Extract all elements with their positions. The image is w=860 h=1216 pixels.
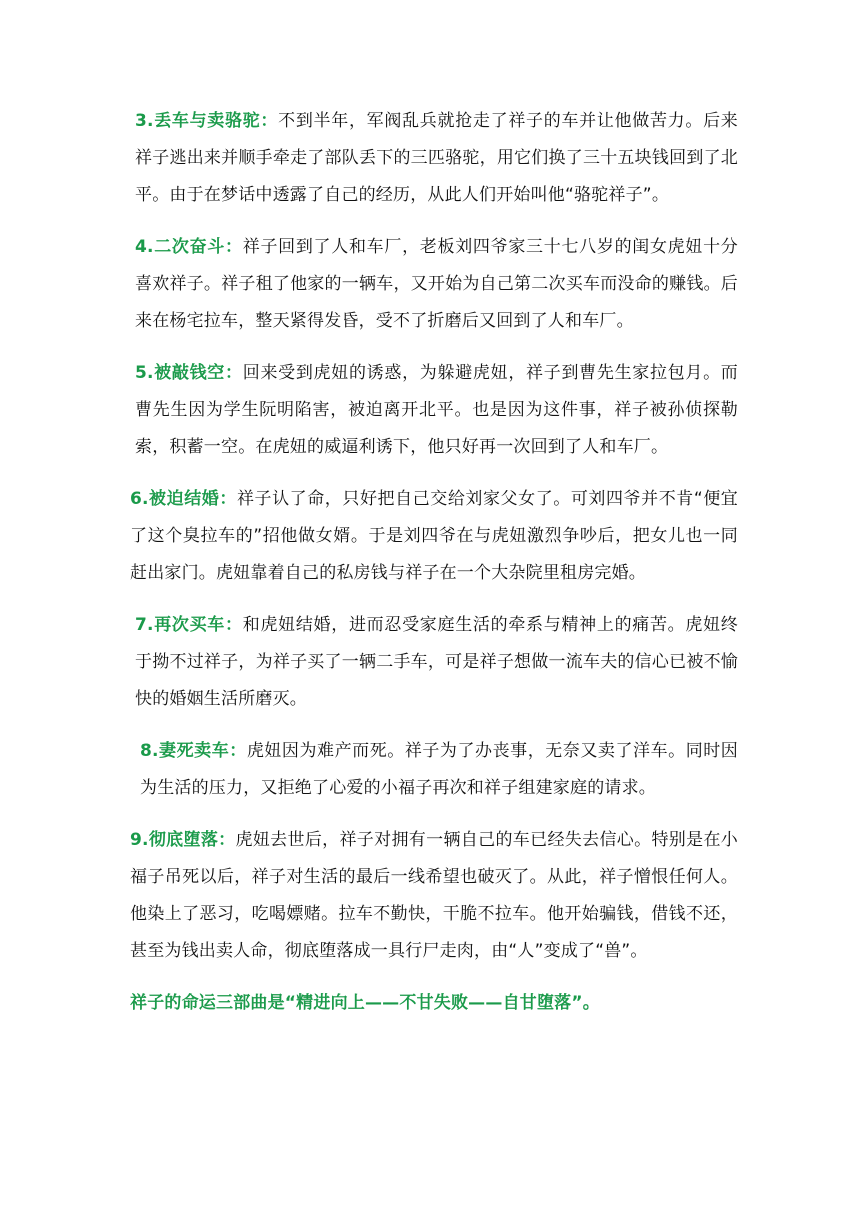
section-4 — [130, 229, 738, 340]
section-text: 不到半年，军阀乱兵就抢走了祥子的车并让他做苦力。后来祥子逃出来并顺手牵走了部队丢下的三匹骆驼，用它们换了三十五块钱回到了北平。由于在梦话中透露了自己的经历，从此人们开始叫他“骆驼祥子”。 — [135, 111, 738, 205]
section-text: 祥子认了命，只好把自己交给刘家父女了。可刘四爷并不肯“便宜了这个臭拉车的”招他做女婿。于是刘四爷在与虎妞激烈争吵后，把女儿也一同赶出家门。虎妞靠着自己的私房钱与祥子在一个大杂院里租房完婚。 — [130, 489, 739, 583]
section-heading: 7.再次买车： — [135, 615, 243, 635]
section-heading: 6.被迫结婚： — [130, 489, 237, 509]
section-text: 虎妞因为难产而死。祥子为了办丧事，无奈又卖了洋车。同时因为生活的压力，又拒绝了心爱的小福子再次和祥子组建家庭的请求。 — [140, 741, 739, 798]
section-text: 虎妞去世后，祥子对拥有一辆自己的车已经失去信心。特别是在小福子吊死以后，祥子对生活的最后一线希望也破灭了。从此，祥子憎恨任何人。他染上了恶习，吃喝嫖赌。拉车不勤快，干脆不拉车。他开始骗钱，借钱不还，甚至为钱出卖人命，彻底堕落成一具行尸走肉，由“人”变成了“兽”。 — [130, 830, 738, 961]
section-text: 和虎妞结婚，进而忍受家庭生活的牵系与精神上的痛苦。虎妞终于拗不过祥子，为祥子买了一辆二手车，可是祥子想做一流车夫的信心已被不愉快的婚姻生活所磨灭。 — [135, 615, 738, 709]
section-7 — [130, 607, 738, 718]
section-5 — [130, 355, 738, 466]
summary-line: 祥子的命运三部曲是“精进向上——不甘失败——自甘堕落”。 — [130, 993, 600, 1013]
section-8 — [130, 733, 738, 807]
section-text: 回来受到虎妞的诱惑，为躲避虎妞，祥子到曹先生家拉包月。而曹先生因为学生阮明陷害，被迫离开北平。也是因为这件事，祥子被孙侦探勒索，积蓄一空。在虎妞的威逼利诱下，他只好再一次回到了人和车厂。 — [135, 363, 738, 457]
section-9 — [130, 822, 738, 970]
document-page — [130, 103, 738, 1022]
section-text: 祥子回到了人和车厂，老板刘四爷家三十七八岁的闺女虎妞十分喜欢祥子。祥子租了他家的一辆车，又开始为自己第二次买车而没命的赚钱。后来在杨宅拉车，整天紧得发昏，受不了折磨后又回到了人和车厂。 — [135, 237, 738, 331]
section-heading: 3.丢车与卖骆驼： — [135, 111, 279, 131]
section-heading: 4.二次奋斗： — [135, 237, 243, 257]
section-3 — [130, 103, 738, 214]
section-heading: 5.被敲钱空： — [135, 363, 243, 383]
section-6 — [130, 481, 738, 592]
section-heading: 8.妻死卖车： — [140, 741, 247, 761]
section-heading: 9.彻底堕落： — [130, 830, 236, 850]
